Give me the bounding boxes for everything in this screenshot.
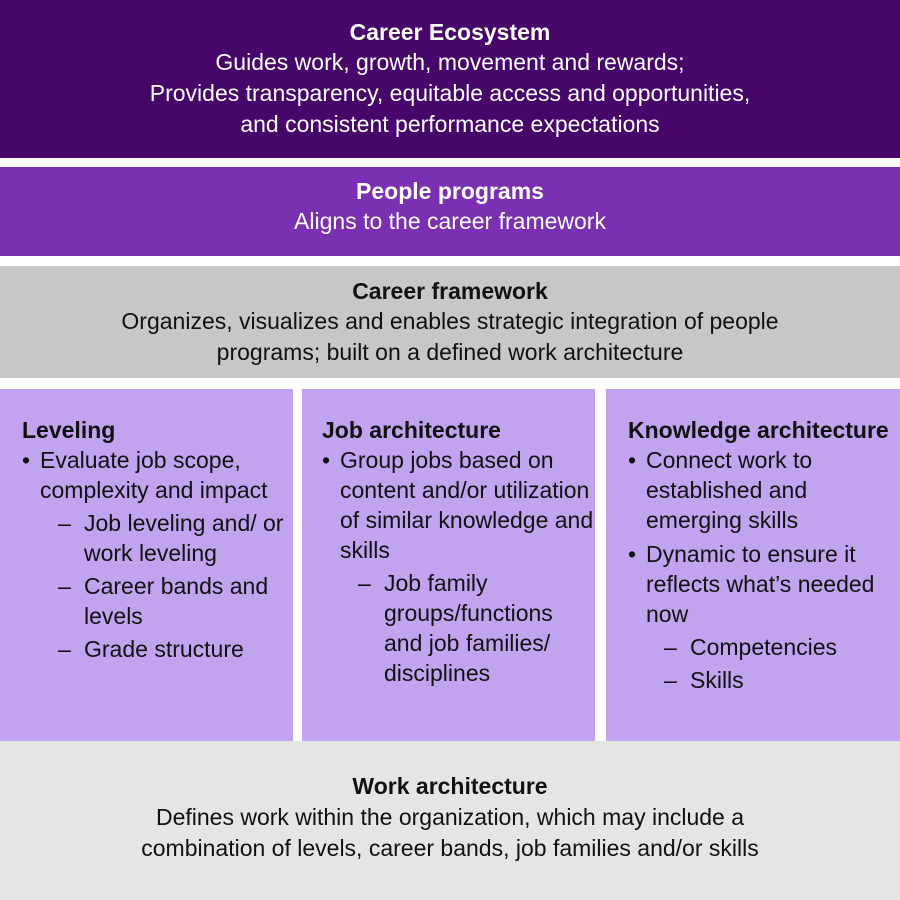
leveling-sub-item: – Job leveling and/ or work leveling (40, 508, 293, 568)
work-architecture-line: Defines work within the organization, which may include a (155, 804, 745, 830)
knowledge-architecture-sub-item: – Skills (646, 665, 900, 695)
bullet-text: Group jobs based on content and/or utilization of similar knowledge and skills (340, 447, 594, 563)
leveling-sub-item: – Career bands and levels (40, 571, 293, 631)
work-architecture-line: combination of levels, career bands, job families and/or skills (141, 835, 759, 861)
leveling-sub-item: – Grade structure (40, 634, 293, 664)
career-framework-band (0, 266, 900, 378)
job-architecture-title: Job architecture (322, 417, 501, 443)
career-framework-line: Organizes, visualizes and enables strategic integration of people (121, 308, 779, 334)
bullet-text: Connect work to established and emerging skills (646, 447, 813, 533)
leveling-column (0, 389, 293, 741)
career-framework-title: Career framework (352, 278, 548, 304)
leveling-title: Leveling (22, 417, 116, 443)
career-ecosystem-line: and consistent performance expectations (240, 111, 660, 137)
leveling-bullet (22, 445, 293, 664)
job-architecture-column (302, 389, 595, 741)
career-framework-line: programs; built on a defined work architecture (216, 339, 684, 365)
knowledge-architecture-bullet (628, 539, 900, 695)
knowledge-architecture-sub-item: – Competencies (646, 632, 900, 662)
people-programs-title: People programs (356, 178, 544, 204)
job-architecture-bullet (322, 445, 595, 688)
career-ecosystem-band (0, 0, 900, 158)
bullet-text: Dynamic to ensure it reflects what’s needed now (646, 541, 875, 627)
job-architecture-sub-item: – Job family groups/functions and job families/ disciplines (340, 568, 595, 688)
bullet-text: Evaluate job scope, complexity and impact (40, 447, 268, 503)
knowledge-architecture-title: Knowledge architecture (628, 417, 889, 443)
people-programs-band (0, 167, 900, 256)
work-architecture-title: Work architecture (352, 773, 548, 799)
career-ecosystem-line: Provides transparency, equitable access and opportunities, (149, 80, 751, 106)
knowledge-architecture-column (606, 389, 900, 741)
knowledge-architecture-bullet (628, 445, 900, 535)
career-ecosystem-line: Guides work, growth, movement and rewards; (215, 49, 685, 75)
career-ecosystem-title: Career Ecosystem (349, 19, 551, 45)
people-programs-description: Aligns to the career framework (294, 208, 606, 234)
work-architecture-band (0, 741, 900, 900)
